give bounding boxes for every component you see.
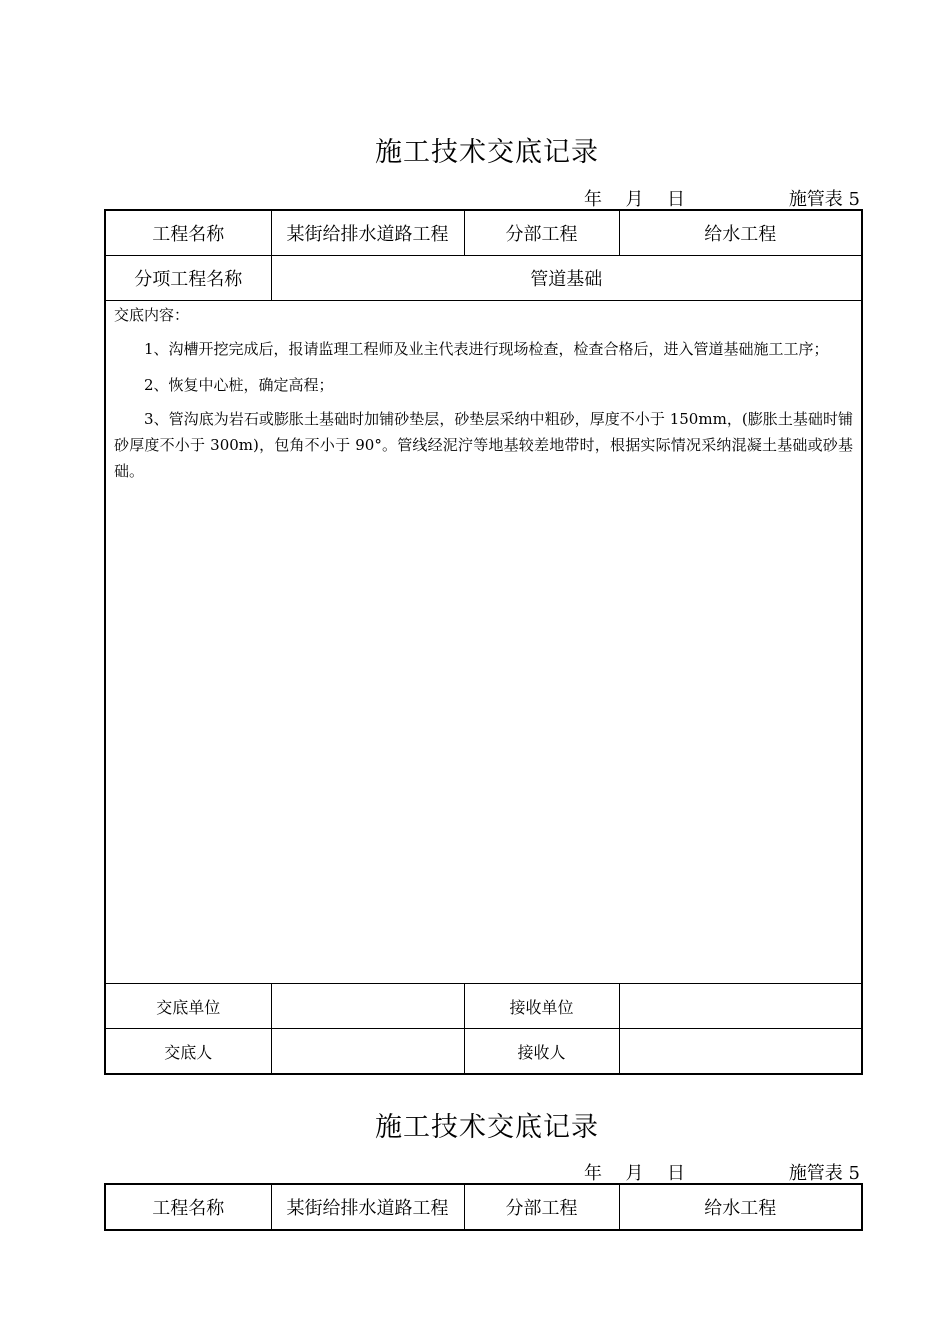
day-label: 日 <box>666 189 685 210</box>
month-label: 月 <box>625 189 644 210</box>
receiver-unit-field[interactable] <box>619 984 862 1029</box>
project-name-label-2: 工程名称 <box>105 1184 271 1230</box>
division-label: 分部工程 <box>464 210 619 256</box>
form-number-2: 施管表 5 <box>788 1163 860 1184</box>
handover-person-field[interactable] <box>271 1029 464 1075</box>
receiver-person-field[interactable] <box>619 1029 862 1075</box>
project-name-value[interactable]: 某街给排水道路工程 <box>271 210 464 256</box>
content-label: 交底内容： <box>114 306 190 324</box>
handover-content[interactable] <box>105 301 862 984</box>
page-title-2: 施工技术交底记录 <box>375 1112 599 1143</box>
division-label-2: 分部工程 <box>464 1184 619 1230</box>
subitem-row <box>105 256 862 301</box>
subitem-value[interactable]: 管道基础 <box>271 256 862 301</box>
page-title: 施工技术交底记录 <box>375 137 599 168</box>
person-row <box>105 1029 862 1075</box>
receiver-person-label: 接收人 <box>464 1029 619 1075</box>
handover-unit-label: 交底单位 <box>105 984 271 1029</box>
receiver-unit-label: 接收单位 <box>464 984 619 1029</box>
handover-unit-field[interactable] <box>271 984 464 1029</box>
content-paragraph-3: 3、管沟底为岩石或膨胀土基础时加铺砂垫层，砂垫层采纳中粗砂，厚度不小于 150mm，(膨胀土基础时铺砂厚度不小于 300m)，包角不小于 90°。管线经泥泞等地基较差地带时，根据实际情况采纳混凝土基础或砂基础。 <box>114 410 853 480</box>
content-row <box>105 301 862 984</box>
content-paragraph-1: 1、沟槽开挖完成后，报请监理工程师及业主代表进行现场检查，检查合格后，进入管道基础施工工序； <box>144 340 829 358</box>
project-row-2 <box>105 1184 862 1230</box>
year-label: 年 <box>584 189 602 210</box>
project-name-label: 工程名称 <box>105 210 271 256</box>
date-row <box>584 185 685 211</box>
form-number: 施管表 5 <box>788 189 860 210</box>
handover-record-table <box>104 209 863 1075</box>
division-value[interactable]: 给水工程 <box>619 210 862 256</box>
year-label-2: 年 <box>584 1163 602 1184</box>
handover-person-label: 交底人 <box>105 1029 271 1075</box>
division-value-2[interactable]: 给水工程 <box>619 1184 862 1230</box>
unit-row <box>105 984 862 1029</box>
content-paragraph-2: 2、恢复中心桩，确定高程； <box>144 376 334 394</box>
project-row <box>105 210 862 256</box>
handover-record-table-2 <box>104 1183 863 1231</box>
project-name-value-2[interactable]: 某街给排水道路工程 <box>271 1184 464 1230</box>
date-row-2 <box>584 1159 685 1185</box>
month-label-2: 月 <box>625 1163 644 1184</box>
day-label-2: 日 <box>666 1163 685 1184</box>
subitem-label: 分项工程名称 <box>105 256 271 301</box>
